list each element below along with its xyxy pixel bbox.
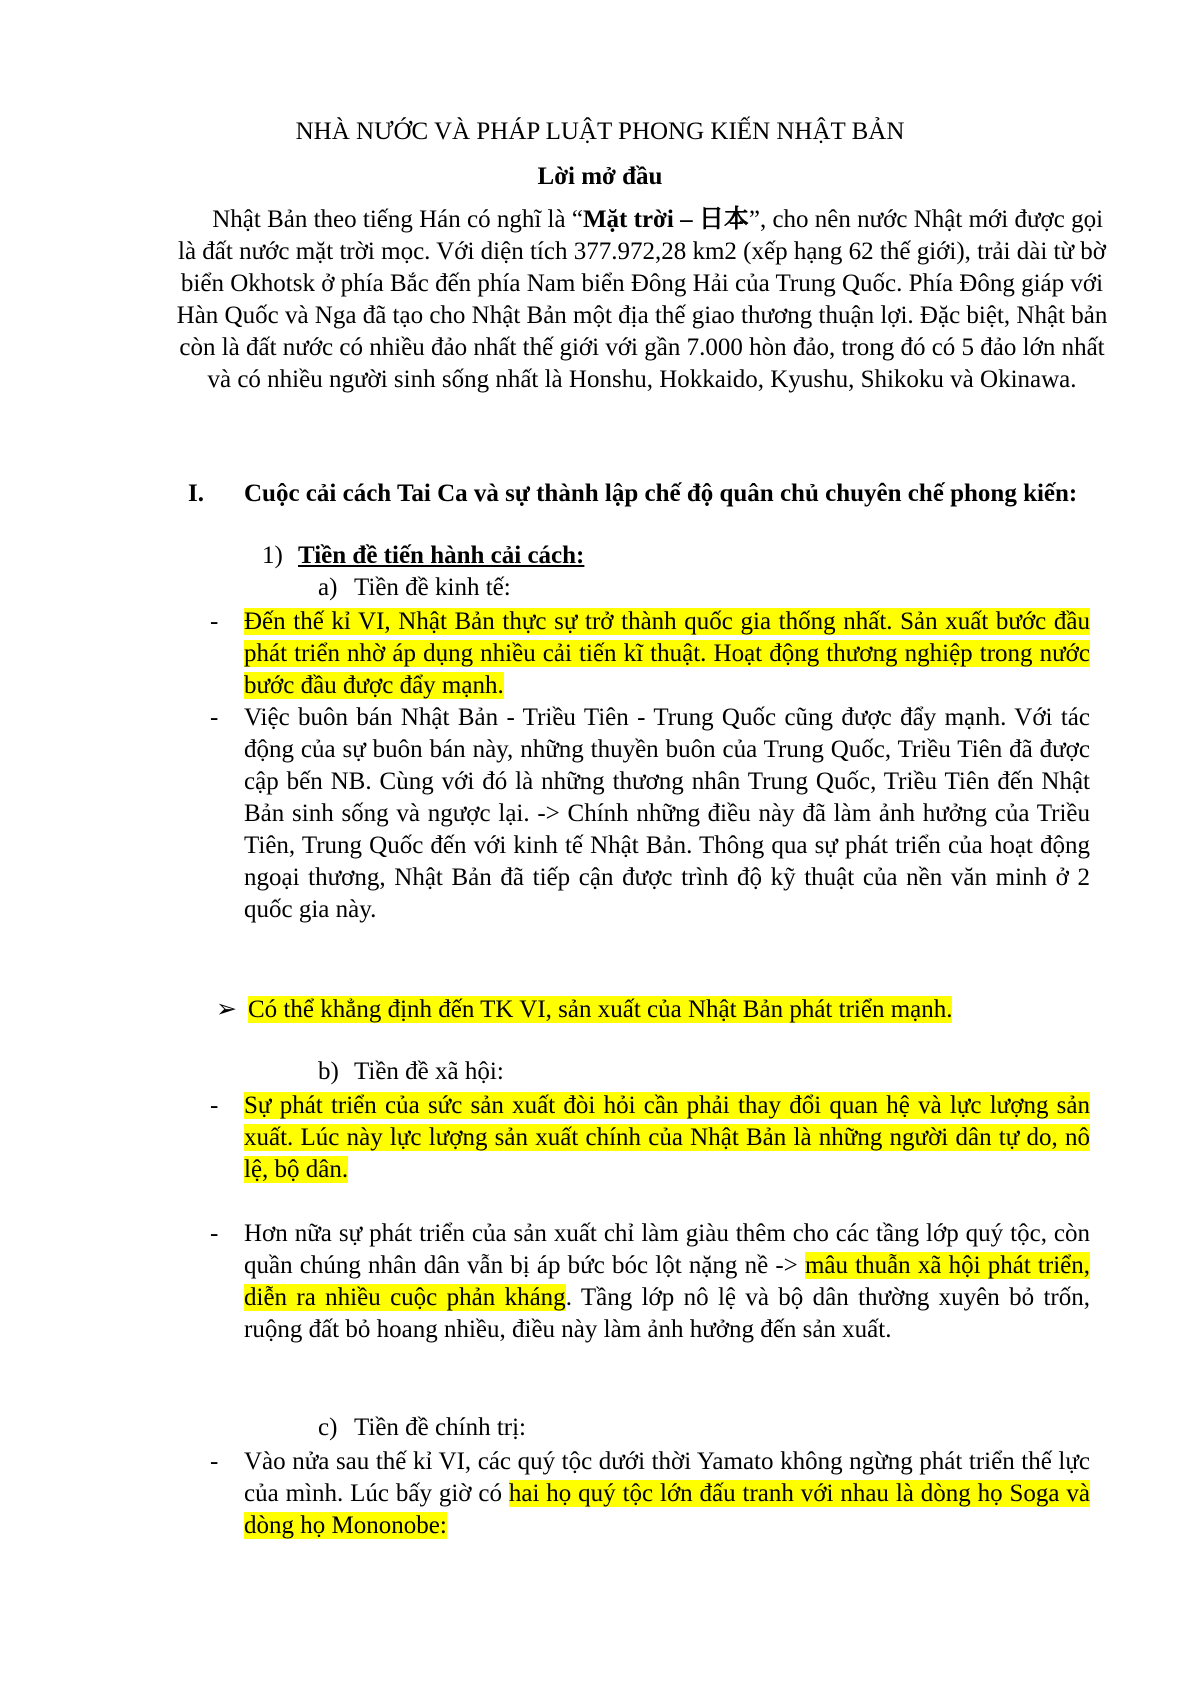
list-item	[210, 1446, 1090, 1542]
bullet-marker: -	[210, 1448, 219, 1475]
subheading-c	[318, 1412, 526, 1444]
highlighted-text: mâu thuẫn xã hội phát triển, diễn ra nhiều cuộc phản kháng	[244, 1252, 1090, 1311]
conclusion-line	[216, 994, 1116, 1026]
bullet-marker: -	[210, 608, 219, 635]
list-item	[210, 1218, 1090, 1346]
list-item	[210, 606, 1090, 702]
list-item-text: Việc buôn bán Nhật Bản - Triều Tiên - Trung Quốc cũng được đẩy mạnh. Với tác động của sự buôn bán này, những thuyền buôn của Trung Quốc, Triều Tiên đã được cập bến NB. Cùng với đó là những thương nhân Trung Quốc, Triều Tiên đến Nhật Bản sinh sống và ngược lại. -> Chính những điều này đã làm ảnh hưởng của Triều Tiên, Trung Quốc đến với kinh tế Nhật Bản. Thông qua sự phát triển của hoạt động ngoại thương, Nhật Bản đã tiếp cận được trình độ kỹ thuật của nền văn minh ở 2 quốc gia này.	[244, 704, 1090, 923]
highlighted-text: Có thể khẳng định đến TK VI, sản xuất của Nhật Bản phát triển mạnh.	[248, 996, 953, 1023]
highlighted-text: Sự phát triển của sức sản xuất đòi hỏi cần phải thay đổi quan hệ và lực lượng sản xuất. Lúc này lực lượng sản xuất chính của Nhật Bản là những người dân tự do, nô lệ, bộ dân.	[244, 1092, 1090, 1183]
intro-text-1: Nhật Bản theo tiếng Hán có nghĩ là “	[212, 206, 583, 233]
section-heading-text: Cuộc cải cách Tai Ca và sự thành lập chế độ quân chủ chuyên chế phong kiến:	[244, 480, 1078, 507]
list-item-text: Vào nửa sau thế kỉ VI, các quý tộc dưới thời Yamato không ngừng phát triển thế lực của mình. Lúc bấy giờ có	[244, 1448, 1090, 1507]
intro-paragraph	[172, 204, 1112, 396]
subheading-b	[318, 1056, 504, 1088]
subheading-label: b)	[318, 1058, 339, 1085]
arrow-bullet-icon: ➢	[216, 996, 237, 1023]
intro-bold-term: Mặt trời – 日本	[582, 206, 749, 233]
subheading-label: c)	[318, 1414, 338, 1441]
section-heading-1	[188, 478, 1088, 510]
subheading-text: Tiền đề chính trị:	[354, 1414, 526, 1441]
highlighted-text: hai họ quý tộc lớn đấu tranh với nhau là dòng họ Soga và dòng họ Mononobe:	[244, 1480, 1090, 1539]
subheading-1	[262, 540, 584, 572]
highlighted-text: Đến thế kỉ VI, Nhật Bản thực sự trở thành quốc gia thống nhất. Sản xuất bước đầu phát triển nhờ áp dụng nhiều cải tiến kĩ thuật. Hoạt động thương nghiệp trong nước bước đầu được đẩy mạnh.	[244, 608, 1090, 699]
subheading-text: Tiền đề xã hội:	[354, 1058, 504, 1085]
subheading-text: Tiền đề tiến hành cải cách:	[298, 542, 585, 569]
bullet-marker: -	[210, 1092, 219, 1119]
section-number: I.	[188, 480, 204, 507]
subheading-text: Tiền đề kinh tế:	[354, 574, 511, 601]
bullet-marker: -	[210, 704, 219, 731]
intro-text-2: ”, cho nên nước Nhật mới được gọi là đất nước mặt trời mọc. Với diện tích 377.972,28 km2 (xếp hạng 62 thế giới), trải dài từ bờ biển Okhotsk ở phía Bắc đến phía Nam biển Đông Hải của Trung Quốc. Phía Đông giáp với Hàn Quốc và Nga đã tạo cho Nhật Bản một địa thế giao thương thuận lợi. Đặc biệt, Nhật bản còn là đất nước có nhiều đảo nhất thế giới với gần 7.000 hòn đảo, trong đó có 5 đảo lớn nhất và có nhiều người sinh sống nhất là Honshu, Hokkaido, Kyushu, Shikoku và Okinawa.	[176, 206, 1108, 393]
subheading-label: 1)	[262, 542, 283, 569]
list-item-text: . Tầng lớp nô lệ và bộ dân thường xuyên bỏ trốn, ruộng đất bỏ hoang nhiều, điều này làm ảnh hưởng đến sản xuất.	[244, 1284, 1091, 1343]
subheading-label: a)	[318, 574, 338, 601]
list-item-text: Hơn nữa sự phát triển của sản xuất chỉ làm giàu thêm cho các tầng lớp quý tộc, còn quần chúng nhân dân vẫn bị áp bức bóc lột nặng nề ->	[244, 1220, 1090, 1279]
list-item	[210, 1090, 1090, 1186]
subheading-a	[318, 572, 511, 604]
document-title: NHÀ NƯỚC VÀ PHÁP LUẬT PHONG KIẾN NHẬT BẢN	[295, 118, 905, 145]
document-subtitle: Lời mở đầu	[537, 163, 663, 190]
list-item	[210, 702, 1090, 926]
bullet-marker: -	[210, 1220, 219, 1247]
